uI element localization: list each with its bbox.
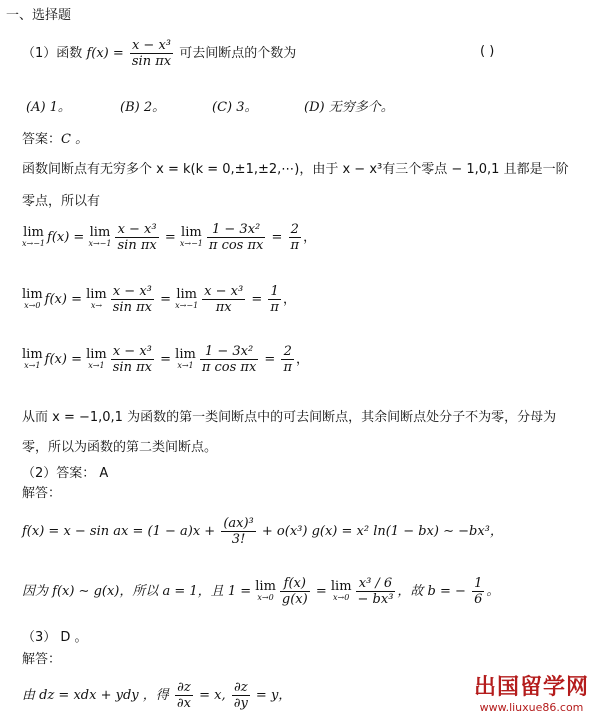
section-title: 一、选择题	[6, 8, 72, 23]
q1-num: x − x³	[130, 38, 173, 54]
option-d: (D) 无穷多个。	[304, 100, 394, 115]
q3-equation: 由 dz = xdx + ydy ，得 $\frac{\partial z}{\partial x}$ = x, $\frac{\partial z}{\partial y}$ = y，	[22, 680, 292, 711]
q1-prefix: 函数	[56, 46, 83, 61]
q1-paren: ( )	[480, 44, 495, 59]
q1-den: sin πx	[131, 54, 172, 69]
watermark-url: www.liuxue86.com	[479, 701, 584, 714]
q1-fraction	[130, 38, 173, 69]
q2-line2: 因为 f(x) ∼ g(x)，所以 a = 1，且 1 = lim x→0 $\frac{f(x)}{g(x)}$ = lim x→0 $\frac{\text{x³ / 6}}{\text{− bx³}}$ ，故 b = − $\frac{1}{6}$ 。	[22, 576, 500, 607]
q2-equation: f(x) = x − sin ax = (1 − a)x + $\frac{\text{(ax)³}}{3!}$ + o(x³) g(x) = x² ln(1 − bx) ∼ −bx³，	[22, 516, 503, 547]
option-a: (A) 1。	[26, 100, 71, 115]
q1-concl2: 零，所以为函数的第二类间断点。	[22, 440, 218, 455]
q3-header: （3） D 。	[22, 630, 88, 645]
option-b: (B) 2。	[120, 100, 166, 115]
watermark-title: 出国留学网	[473, 675, 589, 700]
watermark-logo	[474, 670, 589, 714]
q3-jie: 解答：	[22, 652, 62, 667]
answer-label: 答案：	[22, 132, 62, 147]
option-c: (C) 3。	[212, 100, 258, 115]
q2-header: （2）答案： A	[22, 466, 109, 481]
q1-func: f(x) =	[86, 46, 124, 61]
lim-eq-2: lim x→0 f(x) = lim x→ $\frac{\text{x − x³}}{\text{sin πx}}$ = lim x→−1 $\frac{\text{x − x³}}{\pi x}$ = $\frac{1}{\pi}$ ，	[22, 284, 296, 315]
lim-eq-1: lim x→−1 f(x) = lim x→−1 $\frac{\text{x − x³}}{\text{sin πx}}$ = lim x→−1 $\frac{\text{1 − 3x²}}{\text{π cos πx}}$ = $\frac{2}{\pi}$ ，	[22, 222, 317, 253]
q1-stem	[22, 38, 296, 69]
q2-jie: 解答：	[22, 486, 62, 501]
q1-concl1: 从而 x = −1,0,1 为函数的第一类间断点中的可去间断点，其余间断点处分子不为零，分母为	[22, 410, 557, 425]
q1-exp2: 零点，所以有	[22, 194, 101, 209]
q1-number: （1）	[22, 46, 57, 61]
answer-value: C 。	[61, 132, 89, 147]
q1-answer	[22, 128, 88, 147]
q1-exp1: 函数间断点有无穷多个 x = k(k = 0,±1,±2,⋯)，由于 x − x³有三个零点 − 1,0,1 且都是一阶	[22, 162, 569, 177]
q1-options	[26, 96, 394, 115]
lim-eq-3: lim x→1 f(x) = lim x→1 $\frac{\text{x − x³}}{\text{sin πx}}$ = lim x→1 $\frac{\text{1 − 3x²}}{\text{π cos πx}}$ = $\frac{2}{\pi}$ ，	[22, 344, 310, 375]
q1-suffix: 可去间断点的个数为	[179, 46, 297, 61]
